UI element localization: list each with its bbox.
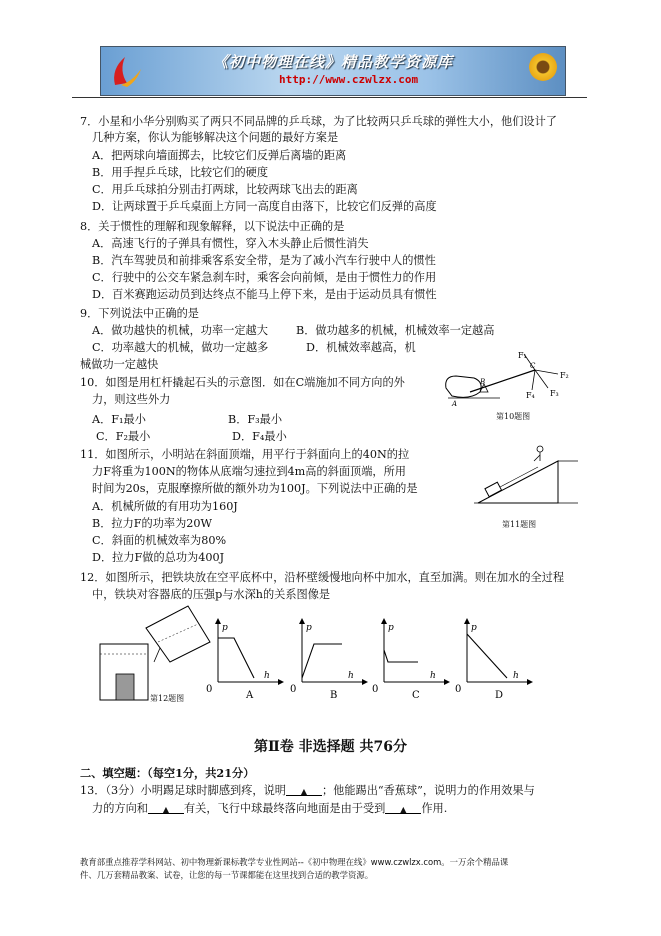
q12-graph-xlabel: h — [264, 671, 270, 681]
q12-graph-origin: 0 — [455, 684, 462, 695]
q12-graph-label: C — [412, 690, 420, 701]
q11-option-b: B．拉力F的功率为20W — [92, 517, 213, 530]
q12-curve-c — [384, 650, 418, 662]
q13-line-1 — [80, 783, 535, 798]
header-divider — [72, 97, 587, 98]
q13-blank-3[interactable]: ▲ — [385, 802, 421, 814]
q8-option-b: B．汽车驾驶员和前排乘客系安全带，是为了减小汽车行驶中人的惯性 — [92, 254, 436, 267]
q10-line-1: 10．如图是用杠杆撬起石头的示意图．如在C端施加不同方向的外 — [80, 376, 405, 389]
q7-option-d: D．让两球置于乒乓桌面上方同一高度自由落下，比较它们反弹的高度 — [92, 200, 437, 213]
q12-graph-label: A — [246, 690, 254, 701]
q7-option-a: A．把两球向墙面掷去，比较它们反弹后离墙的距离 — [92, 149, 347, 162]
q11-incline-figure — [474, 445, 584, 507]
q12-graph-label: D — [495, 690, 504, 701]
q7-option-b: B．用手捏乒乓球，比较它们的硬度 — [92, 166, 269, 179]
q11-figure-caption: 第11题图 — [502, 520, 537, 529]
q11-option-c: C．斜面的机械效率为80% — [92, 534, 227, 547]
q10-label-f4: F₄ — [526, 391, 535, 400]
q12-curve-b — [302, 644, 342, 678]
q12-graph-c — [372, 620, 448, 701]
q9-option-b: B．做功越多的机械，机械效率一定越高 — [296, 324, 495, 337]
q12-graph-xlabel: h — [348, 671, 354, 681]
q12-graph-origin: 0 — [372, 684, 379, 695]
q13-text-2b: 有关，飞行中球最终落向地面是由于受到 — [183, 802, 386, 815]
q8-option-d: D．百米赛跑运动员到达终点不能马上停下来，是由于运动员具有惯性 — [92, 288, 437, 301]
q12-graph-xlabel: h — [513, 671, 519, 681]
q10-option-c: C．F₂最小 — [96, 430, 151, 443]
q13-blank-1[interactable]: ▲ — [286, 784, 322, 796]
q10-lever-figure — [440, 348, 590, 416]
q9-option-c: C．功率越大的机械，做功一定越多 — [92, 341, 269, 354]
q7-option-c: C．用乒乓球拍分别击打两球，比较两球飞出去的距离 — [92, 183, 358, 196]
q8-line-1: 8．关于惯性的理解和现象解释，以下说法中正确的是 — [80, 220, 345, 233]
q10-label-b: B — [480, 378, 486, 386]
q12-curve-d — [467, 634, 507, 678]
q12-graph-ylabel: p — [222, 623, 228, 633]
q10-label-f1: F₁ — [518, 351, 527, 360]
q13-text-1b: ；他能踢出“香蕉球”，说明力的作用效果与 — [321, 784, 535, 797]
q12-curve-a — [218, 638, 254, 678]
q11-option-a: A．机械所做的有用功为160J — [92, 500, 238, 513]
q8-option-a: A．高速飞行的子弹具有惯性，穿入木头静止后惯性消失 — [92, 237, 369, 250]
q10-line-2: 力，则这些外力 — [92, 393, 171, 406]
q12-graph-origin: 0 — [206, 684, 213, 695]
q7-line-1: 7．小星和小华分别购买了两只不同品牌的乒乓球，为了比较两只乒乓球的弹性大小，他们设计了 — [80, 115, 557, 128]
q12-line-1: 12．如图所示，把铁块放在空平底杯中，沿杯壁缓慢地向杯中加水，直至加满。则在加水的全过程 — [80, 571, 565, 584]
q12-graph-label: B — [330, 690, 338, 701]
q13-text-1a: 13．（3分）小明踢足球时脚感到疼，说明 — [80, 784, 286, 797]
q11-option-d: D．拉力F做的总功为400J — [92, 551, 225, 564]
q13-line-2 — [92, 801, 447, 816]
section-title: 第Ⅱ卷 非选择题 共76分 — [253, 739, 408, 755]
q9-option-d-cont: 械做功一定越快 — [80, 358, 159, 371]
q10-label-c: C — [530, 362, 536, 370]
q12-graph-a — [206, 620, 282, 701]
fill-heading: 二、填空题：（每空1分，共21分） — [80, 766, 255, 780]
q11-line-1: 11．如图所示，小明站在斜面顶端，用平行于斜面向上的40N的拉 — [80, 448, 410, 461]
q10-label-a: A — [452, 400, 458, 408]
q8-option-c: C．行驶中的公交车紧急刹车时，乘客会向前倾，是由于惯性力的作用 — [92, 271, 437, 284]
q13-text-2c: 作用. — [421, 802, 448, 815]
header-url[interactable]: http://www.czwlzx.com — [279, 73, 419, 86]
q11-line-2: 力F将重为100N的物体从底端匀速拉到4m高的斜面顶端，所用 — [92, 465, 406, 478]
q12-graph-origin: 0 — [290, 684, 297, 695]
q12-line-2: 中，铁块对容器底的压强p与水深h的关系图像是 — [92, 588, 331, 601]
q9-option-a: A．做功越快的机械，功率一定越大 — [92, 324, 268, 337]
q12-graph-xlabel: h — [430, 671, 436, 681]
q10-figure-caption: 第10题图 — [496, 412, 531, 421]
q12-graph-ylabel: p — [471, 623, 477, 633]
q12-figure-caption: 第12题图 — [150, 694, 185, 703]
header-title: 《初中物理在线》精品教学资源库 — [213, 53, 454, 71]
q12-graph-b — [290, 620, 366, 701]
footer-line-2: 件、几万套精品教案、试卷，让您的每一节课都能在这里找到合适的教学资源。 — [80, 870, 374, 880]
logo-icon — [107, 51, 145, 91]
header-banner — [100, 46, 566, 96]
q12-graph-ylabel: p — [388, 623, 394, 633]
q12-graph-d — [455, 620, 531, 701]
q9-option-d: D．机械效率越高，机 — [306, 341, 416, 354]
q10-option-a: A．F₁最小 — [92, 413, 146, 426]
q13-blank-2[interactable]: ▲ — [148, 802, 184, 814]
q7-line-2: 几种方案，你认为能够解决这个问题的最好方案是 — [92, 131, 339, 144]
q12-beaker-figure — [94, 604, 214, 704]
sunflower-icon — [529, 53, 557, 81]
q9-line-1: 9．下列说法中正确的是 — [80, 307, 199, 320]
q11-line-3: 时间为20s，克服摩擦所做的额外功为100J。下列说法中正确的是 — [92, 482, 418, 495]
q13-text-2a: 力的方向和 — [92, 802, 148, 815]
q10-label-f3: F₃ — [550, 389, 559, 398]
q12-graph-ylabel: p — [306, 623, 312, 633]
q10-option-b: B．F₃最小 — [228, 413, 283, 426]
q10-option-d: D．F₄最小 — [232, 430, 287, 443]
q10-label-f2: F₂ — [560, 371, 569, 380]
footer-line-1: 教育部重点推荐学科网站、初中物理新课标教学专业性网站--《初中物理在线》www.czwlzx.com。一万余个精品课 — [80, 857, 509, 867]
